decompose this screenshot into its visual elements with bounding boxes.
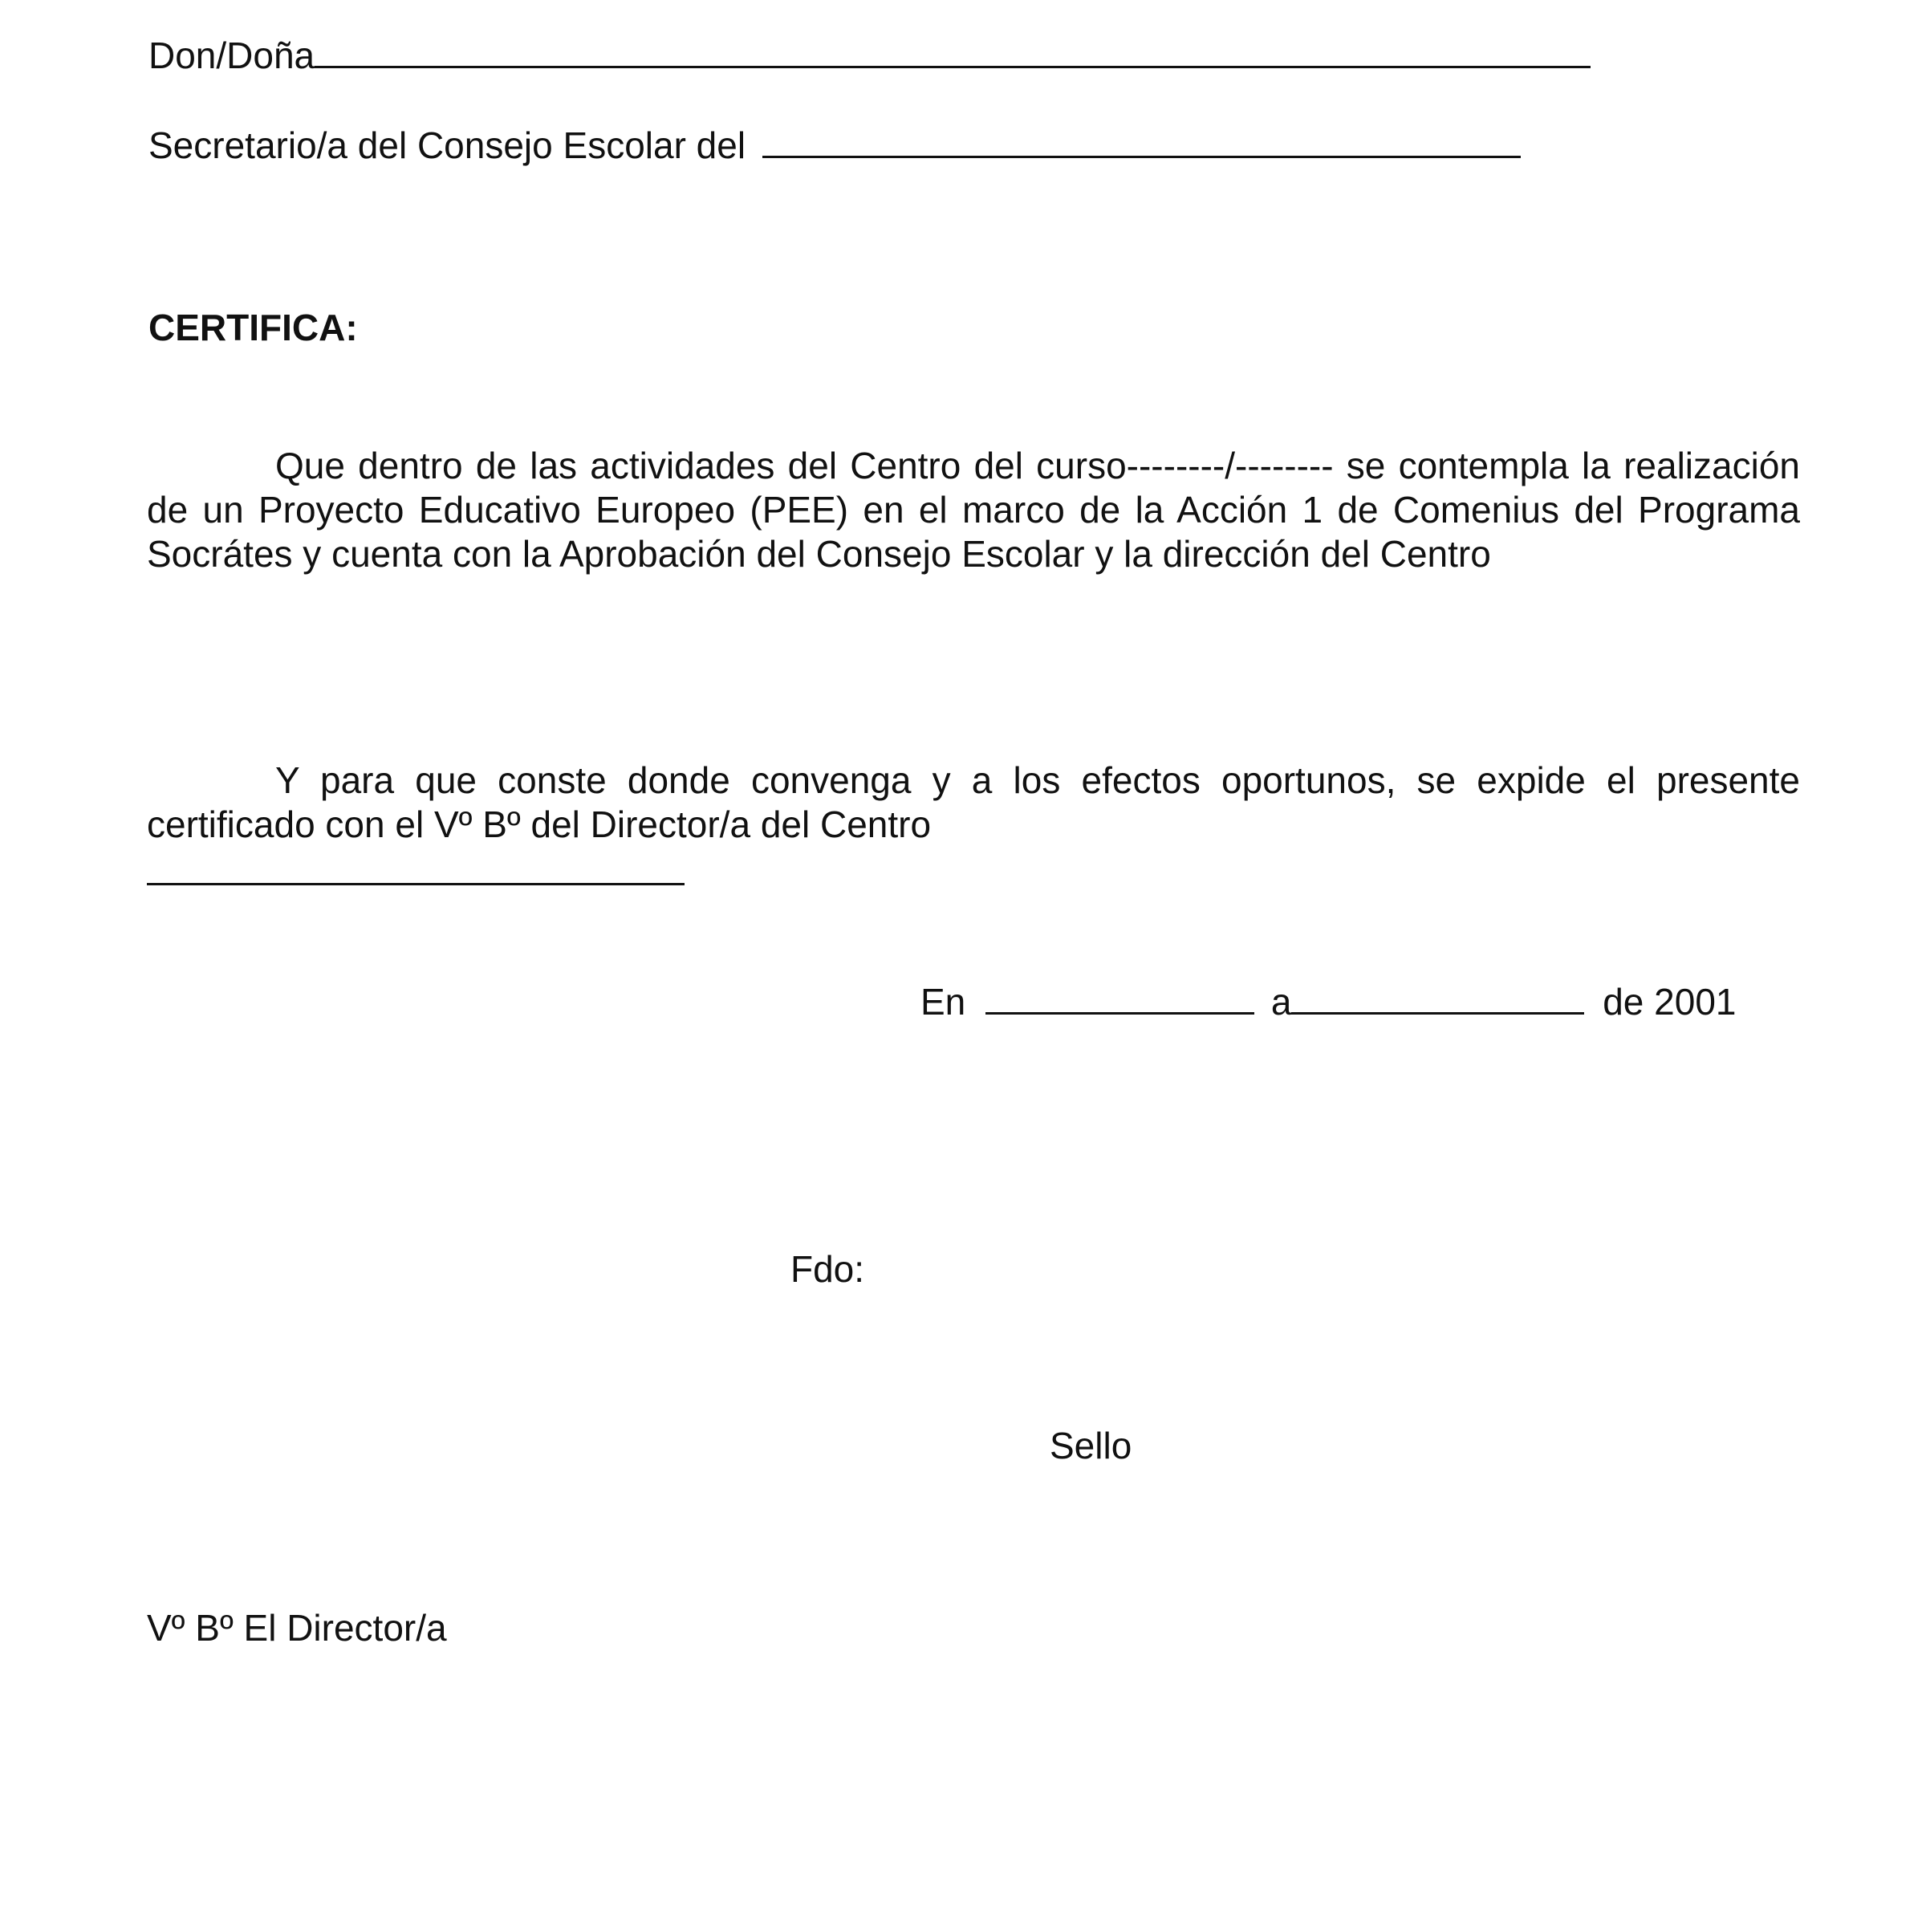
director-approval-label: Vº Bº El Director/a: [147, 1607, 447, 1649]
a-label: a: [1270, 981, 1292, 1023]
certification-paragraph-text: Que dentro de las actividades del Centro del curso--------/-------- se contempla la realización de un Proyecto Educativo Europeo (PEE) en el marco de la Acción 1 de Comenius del Programa Socrátes y cuenta con la Aprobación del Consejo Escolar y la dirección del Centro: [147, 445, 1800, 575]
certification-paragraph: [147, 444, 1800, 576]
expedition-paragraph: [147, 759, 1800, 847]
secretario-label: Secretario/a del Consejo Escolar del: [148, 124, 746, 166]
don-dona-blank-line[interactable]: [315, 66, 1591, 68]
consejo-escolar-blank-line[interactable]: [762, 156, 1521, 158]
expedition-paragraph-text: Y para que conste donde convenga y a los efectos oportunos, se expide el presente certificado con el Vº Bº del Director/a del Centro: [147, 759, 1800, 845]
date-row: [920, 981, 1737, 1023]
fdo-label: Fdo:: [790, 1248, 865, 1290]
date-blank-line[interactable]: [1291, 1012, 1584, 1015]
sello-label: Sello: [1050, 1425, 1132, 1466]
secretario-row: [148, 124, 1521, 166]
centro-blank-line[interactable]: [147, 883, 685, 885]
place-blank-line[interactable]: [985, 1012, 1254, 1015]
en-label: En: [920, 981, 966, 1023]
don-dona-label: Don/Doña: [148, 35, 315, 76]
year-label: de 2001: [1603, 981, 1737, 1023]
certifica-heading: CERTIFICA:: [148, 307, 358, 348]
don-dona-row: [148, 37, 1591, 74]
